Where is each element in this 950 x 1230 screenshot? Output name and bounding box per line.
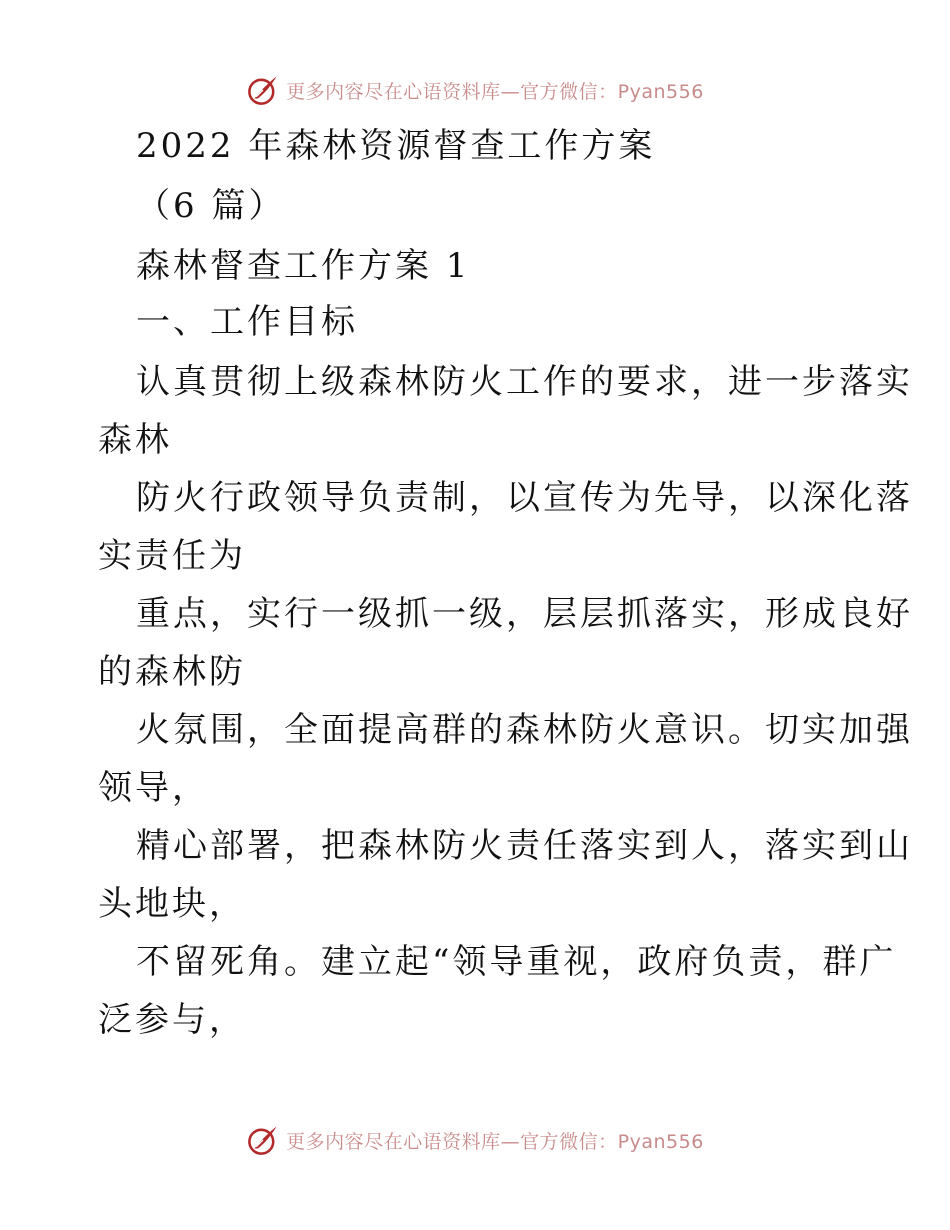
document-title: 2022 年森林资源督查工作方案	[136, 126, 656, 166]
paragraph-line: 的森林防	[98, 652, 246, 692]
paragraph-line: 领导，	[98, 768, 209, 808]
paragraph-line: 头地块，	[98, 884, 246, 924]
footer-banner	[0, 1120, 950, 1160]
paragraph-line: 森林	[98, 420, 172, 460]
subsection-heading: 一、工作目标	[136, 302, 358, 342]
paragraph-line: 实责任为	[98, 536, 246, 576]
paragraph-line: 重点，实行一级抓一级，层层抓落实，形成良好	[136, 594, 913, 634]
section-heading: 森林督查工作方案 1	[136, 246, 471, 286]
paragraph-line: 火氛围，全面提高群的森林防火意识。切实加强	[136, 710, 913, 750]
header-banner-text: 更多内容尽在心语资料库—官方微信：Pyan556	[286, 80, 704, 103]
paragraph-line: 防火行政领导负责制，以宣传为先导，以深化落	[136, 478, 913, 518]
paragraph-line: 精心部署，把森林防火责任落实到人，落实到山	[136, 826, 913, 866]
paragraph-line: 认真贯彻上级森林防火工作的要求，进一步落实	[136, 362, 913, 402]
footer-banner-text: 更多内容尽在心语资料库—官方微信：Pyan556	[286, 1130, 704, 1153]
paragraph-line: 不留死角。建立起“领导重视，政府负责，群广	[136, 942, 897, 982]
document-subtitle: （6 篇）	[136, 186, 286, 226]
header-banner	[0, 70, 950, 110]
header-banner-inner	[246, 73, 704, 107]
feather-pen-logo-icon	[246, 1123, 280, 1157]
footer-banner-inner	[246, 1123, 704, 1157]
paragraph-line: 泛参与，	[98, 1000, 246, 1040]
feather-pen-logo-icon	[246, 73, 280, 107]
